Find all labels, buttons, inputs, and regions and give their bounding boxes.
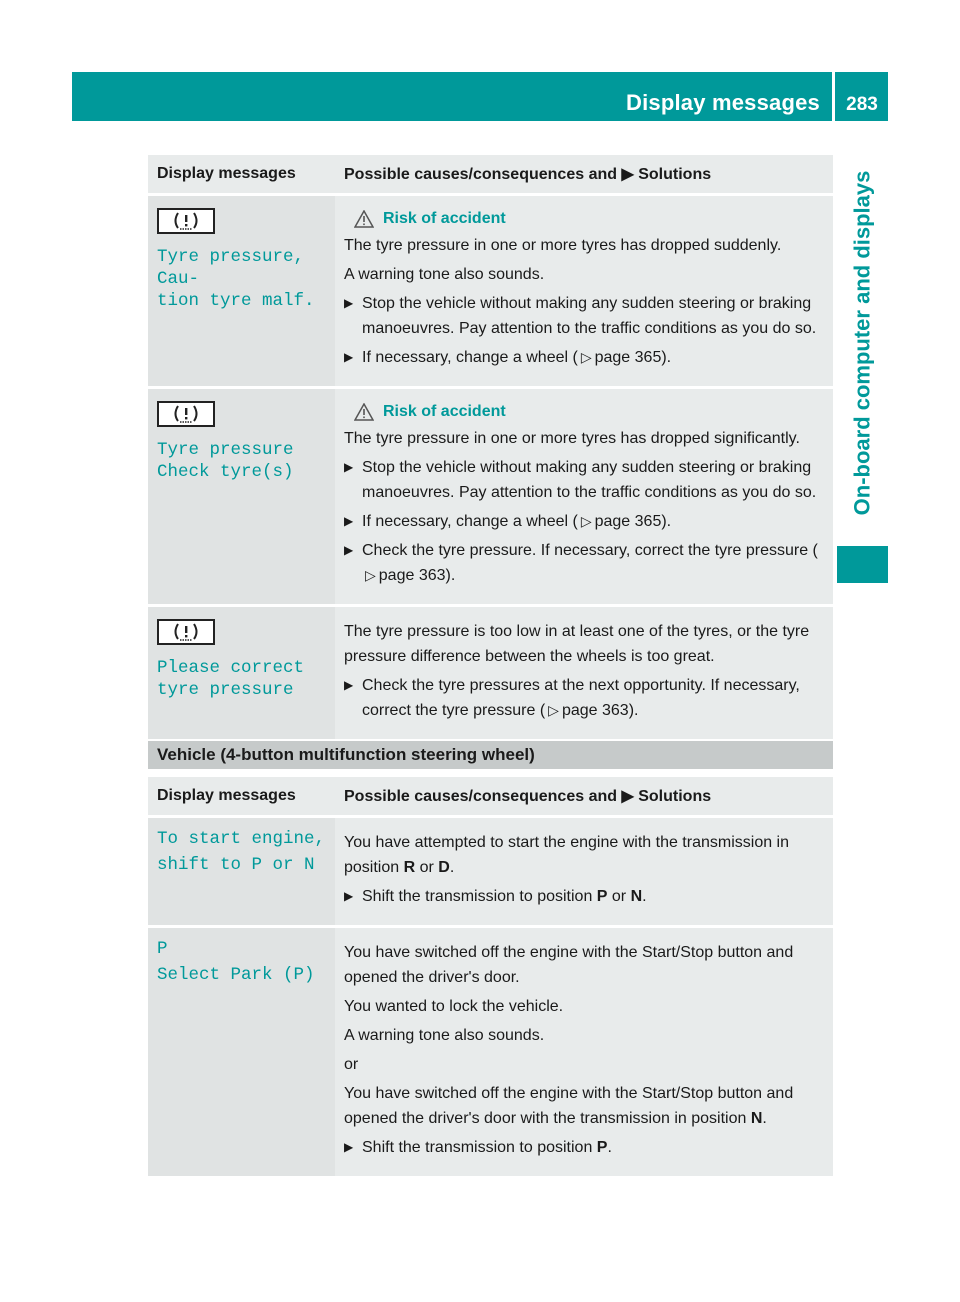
message-cell <box>148 927 335 1178</box>
section-title: Vehicle (4-button multifunction steering wheel) <box>148 741 833 769</box>
display-message-line1: Please correct <box>157 658 305 678</box>
column-header-causes: Possible causes/consequences and ▶ Solutions <box>335 155 833 195</box>
table-row <box>148 817 833 927</box>
step-arrow-icon: ▶ <box>344 678 354 692</box>
risk-warning: Risk of accident <box>354 206 824 231</box>
instruction-step: ▶ If necessary, change a wheel ( ▷ page 365). <box>344 509 824 534</box>
play-icon: ▶ <box>621 166 634 183</box>
warning-triangle-icon <box>354 210 374 228</box>
step-arrow-icon: ▶ <box>344 350 354 364</box>
causes-cell: Risk of accident The tyre pressure in one or more tyres has dropped significantly. ▶ Stop the vehicle without making any sudden steering or braking manoeuvres. Pay attention to the traffic conditions as you do so. ▶ If necessary, change a wheel ( ▷ page 365). ▶ Check the tyre pressure. If necessary, correct the tyre pressure (▷ page 363). <box>335 388 833 606</box>
causes-cell: The tyre pressure is too low in at least one of the tyres, or the tyre pressure difference between the wheels is too great. ▶ Check the tyre pressures at the next opportunity. If necessary, correct the tyre pressure ( ▷ page 363). <box>335 606 833 741</box>
table-row <box>148 388 833 606</box>
display-message-line1: Tyre pressure <box>157 440 294 460</box>
column-header-messages: Display messages <box>148 155 335 195</box>
step-arrow-icon: ▶ <box>344 460 354 474</box>
instruction-step: ▶ Check the tyre pressure. If necessary, correct the tyre pressure (▷ page 363). <box>344 538 824 588</box>
side-tab-label: On-board computer and displays <box>849 170 875 516</box>
instruction-step: ▶ Stop the vehicle without making any sudden steering or braking manoeuvres. Pay attention to the traffic conditions as you do so. <box>344 455 824 505</box>
message-cell <box>148 817 335 927</box>
table-header-row <box>148 155 833 195</box>
table-row <box>148 927 833 1178</box>
display-message-line1: Tyre pressure, Cau- <box>157 247 305 289</box>
page-number: 283 <box>846 94 878 115</box>
message-cell <box>148 195 335 388</box>
page-ref-arrow-icon: ▷ <box>580 513 592 529</box>
page-ref-arrow-icon: ▷ <box>580 349 592 365</box>
display-message-line1: To start engine, <box>157 829 326 849</box>
display-message-line2: Select Park (P) <box>157 965 315 985</box>
side-tab-marker <box>837 546 888 583</box>
table-header-row <box>148 777 833 817</box>
risk-warning: Risk of accident <box>354 399 824 424</box>
tyre-pressure-warning-icon <box>157 619 215 645</box>
message-cell <box>148 606 335 741</box>
display-messages-table-2 <box>148 777 833 1179</box>
step-arrow-icon: ▶ <box>344 543 354 557</box>
display-message-line2: shift to P or N <box>157 855 315 875</box>
display-message-line2: Check tyre(s) <box>157 462 294 482</box>
side-tab <box>837 140 888 546</box>
tyre-pressure-warning-icon <box>157 208 215 234</box>
causes-cell: Risk of accident The tyre pressure in one or more tyres has dropped suddenly. A warning tone also sounds. ▶ Stop the vehicle without making any sudden steering or braking manoeuvres. Pay attention to the traffic conditions as you do so. ▶ If necessary, change a wheel ( ▷ page 365). <box>335 195 833 388</box>
column-header-causes: Possible causes/consequences and ▶ Solutions <box>335 777 833 817</box>
display-messages-table-1 <box>148 155 833 742</box>
display-message-line1: P <box>157 939 168 959</box>
causes-cell: You have attempted to start the engine with the transmission in position R or D. ▶ Shift the transmission to position P or N. <box>335 817 833 927</box>
message-cell <box>148 388 335 606</box>
step-arrow-icon: ▶ <box>344 1140 354 1154</box>
page-ref-arrow-icon: ▷ <box>548 702 559 718</box>
instruction-step: ▶ Stop the vehicle without making any sudden steering or braking manoeuvres. Pay attention to the traffic conditions as you do so. <box>344 291 824 341</box>
page-ref-arrow-icon: ▷ <box>365 567 376 583</box>
step-arrow-icon: ▶ <box>344 889 354 903</box>
header-bar <box>72 72 888 121</box>
display-message-line2: tyre pressure <box>157 680 294 700</box>
table-row <box>148 195 833 388</box>
instruction-step: ▶ If necessary, change a wheel ( ▷ page 365). <box>344 345 824 370</box>
causes-cell: You have switched off the engine with the Start/Stop button and opened the driver's door. You wanted to lock the vehicle. A warning tone also sounds. or You have switched off the engine with the Start/Stop button and opened the driver's door with the transmission in position N. ▶ Shift the transmission to position P. <box>335 927 833 1178</box>
instruction-step: ▶ Shift the transmission to position P. <box>344 1135 824 1160</box>
page-header-title: Display messages <box>626 90 820 115</box>
play-icon: ▶ <box>621 788 634 805</box>
step-arrow-icon: ▶ <box>344 296 354 310</box>
column-header-messages: Display messages <box>148 777 335 817</box>
tyre-pressure-warning-icon <box>157 401 215 427</box>
warning-triangle-icon <box>354 403 374 421</box>
table-row <box>148 606 833 741</box>
instruction-step: ▶ Check the tyre pressures at the next opportunity. If necessary, correct the tyre pressure ( ▷ page 363). <box>344 673 824 723</box>
step-arrow-icon: ▶ <box>344 514 354 528</box>
instruction-step: ▶ Shift the transmission to position P or N. <box>344 884 824 909</box>
header-divider <box>832 72 835 121</box>
display-message-line2: tion tyre malf. <box>157 291 315 311</box>
